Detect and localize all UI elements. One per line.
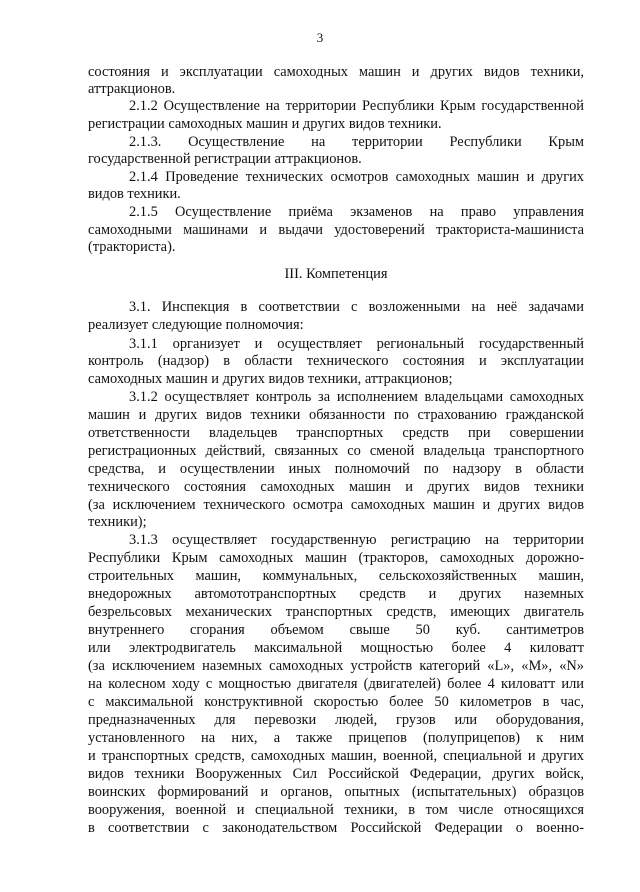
text-line: 2.1.3. Осуществление на территории Республики Крым [129, 134, 584, 150]
text-line: вооружения, военной и специальной техники, в том числе относящихся [88, 802, 584, 818]
text-line: (за исключением наземных самоходных устройств категорий «L», «M», «N» [88, 658, 584, 674]
text-line: внедорожных автомототранспортных средств и других наземных [88, 586, 584, 602]
text-line: 3.1.1 организует и осуществляет региональный государственный [129, 336, 584, 352]
text-line: ответственности владельцев транспортных средств при совершении [88, 425, 584, 441]
text-line: (за исключением технического осмотра самоходных машин и других видов [88, 497, 584, 513]
text-line: аттракционов. [88, 81, 176, 97]
text-line: технического состояния самоходных машин и других видов техники [88, 479, 584, 495]
text-line: 2.1.4 Проведение технических осмотров самоходных машин и других [129, 169, 584, 185]
text-line: регистрационных действий, связанных со сменой владельца транспортного [88, 443, 584, 459]
text-line: Республики Крым самоходных машин (тракторов, самоходных дорожно- [88, 550, 584, 566]
text-line: 2.1.5 Осуществление приёма экзаменов на право управления [129, 204, 584, 220]
text-line: или электродвигатель максимальной мощностью более 4 киловатт [88, 640, 584, 656]
text-line: на колесном ходу с мощностью двигателя (двигателей) более 4 киловатт или [88, 676, 584, 692]
text-line: 3.1. Инспекция в соответствии с возложенными на неё задачами [129, 299, 584, 315]
text-line: строительных машин, коммунальных, сельскохозяйственных машин, [88, 568, 584, 584]
text-line: 2.1.2 Осуществление на территории Республики Крым государственной [129, 98, 584, 114]
text-line: внутреннего сгорания объемом свыше 50 куб. сантиметров [88, 622, 584, 638]
text-line: контроль (надзор) в области технического состояния и эксплуатации [88, 353, 584, 369]
text-line: воинских формирований и органов, опытных (испытательных) образцов [88, 784, 584, 800]
text-line: 3.1.2 осуществляет контроль за исполнением владельцами самоходных [129, 389, 584, 405]
text-line: 3.1.3 осуществляет государственную регистрацию на территории [129, 532, 584, 548]
section-heading: III. Компетенция [284, 266, 388, 282]
text-line: регистрации самоходных машин и других видов техники. [88, 116, 442, 132]
text-line: предназначенных для перевозки людей, грузов или оборудования, [88, 712, 584, 728]
text-line: государственной регистрации аттракционов. [88, 151, 362, 167]
text-line: машин и других видов техники обязанности по страхованию гражданской [88, 407, 584, 423]
text-line: самоходных машин и других видов техники, аттракционов; [88, 371, 453, 387]
text-line: безрельсовых механических транспортных средств, имеющих двигатель [88, 604, 584, 620]
text-line: реализует следующие полномочия: [88, 317, 304, 333]
text-line: техники); [88, 514, 147, 530]
text-line: видов техники Вооруженных Сил Российской Федерации, других войск, [88, 766, 584, 782]
text-line: видов техники. [88, 186, 181, 202]
text-line: и транспортных средств, самоходных машин, военной, специальной и других [88, 748, 584, 764]
text-line: в соответствии с законодательством Российской Федерации о военно- [88, 820, 584, 836]
text-line: (тракториста). [88, 239, 176, 255]
text-line: самоходными машинами и выдачи удостоверений тракториста-машиниста [88, 222, 584, 238]
text-line: установленного на них, а также прицепов (полуприцепов) к ним [88, 730, 584, 746]
text-line: средства, и осуществлении иных полномочий по надзору в области [88, 461, 584, 477]
text-line: состояния и эксплуатации самоходных машин и других видов техники, [88, 64, 584, 80]
page-number: 3 [316, 30, 324, 45]
text-line: с максимальной конструктивной скоростью более 50 километров в час, [88, 694, 584, 710]
